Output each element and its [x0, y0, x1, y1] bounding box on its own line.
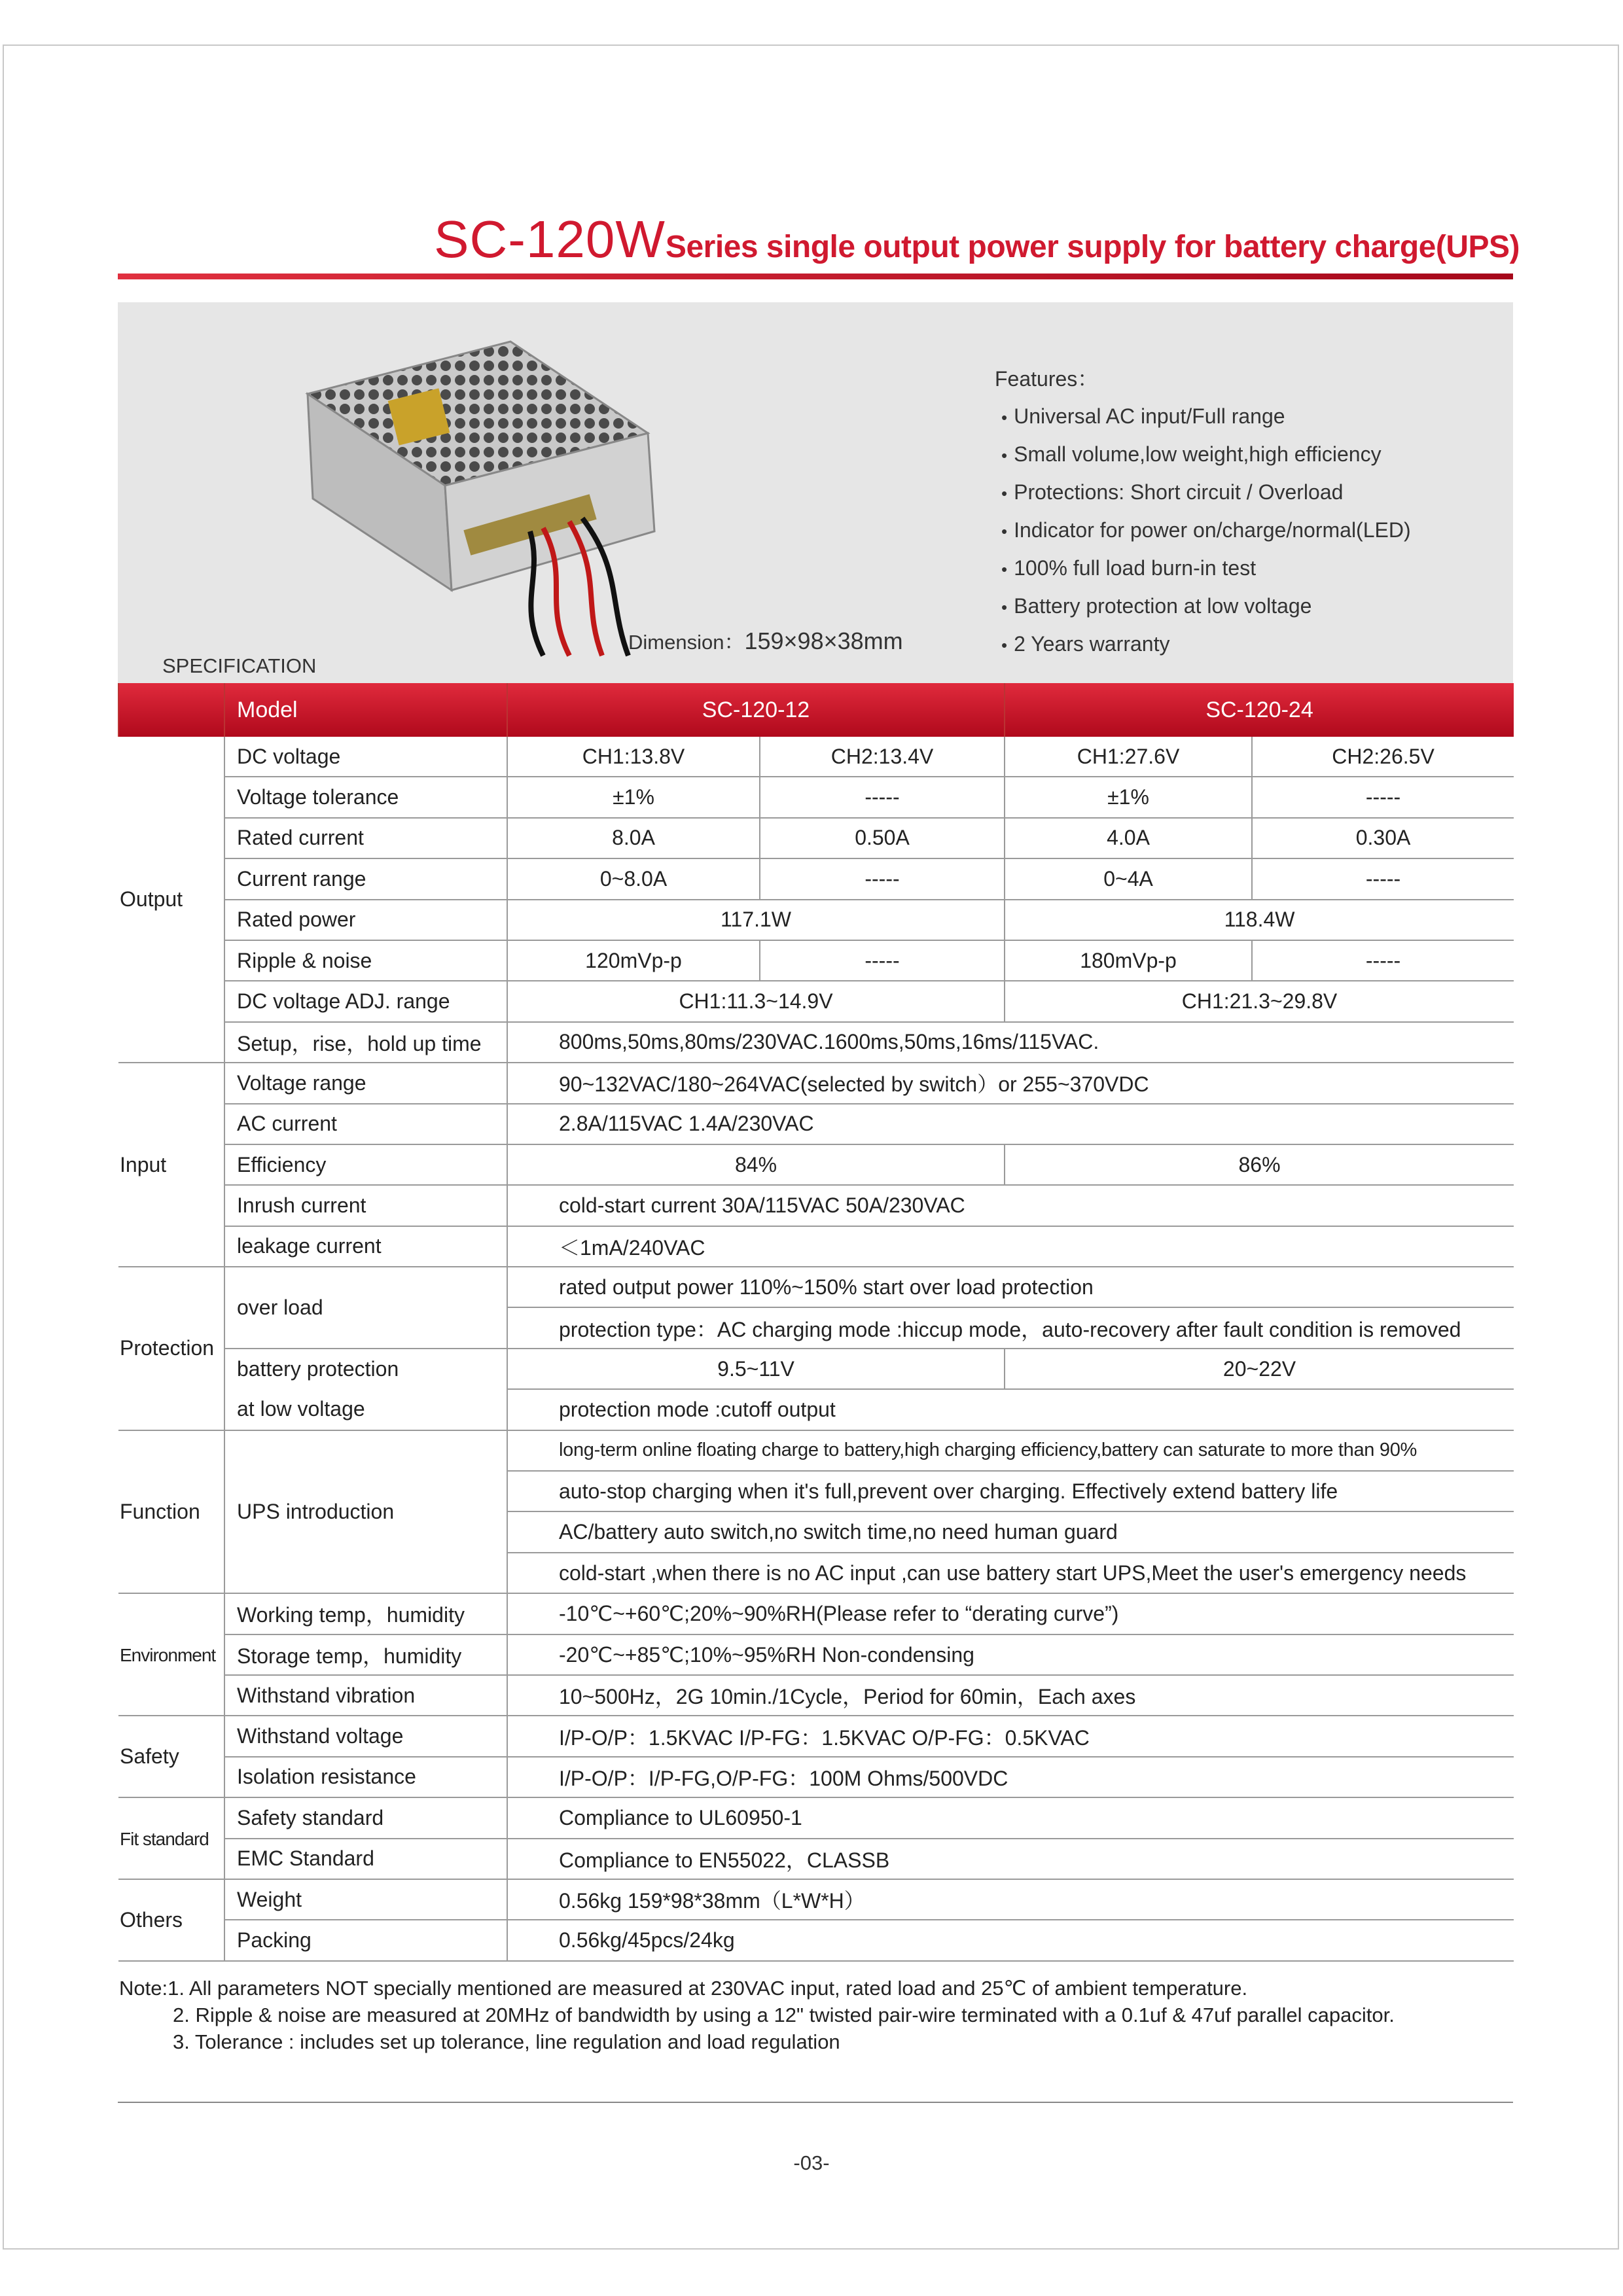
cell: 86%	[1005, 1144, 1514, 1185]
table-row	[118, 1389, 1514, 1430]
cell: 0.50A	[760, 818, 1005, 858]
table-row	[118, 1757, 1514, 1797]
category-environment	[118, 1593, 224, 1716]
table-header-row	[118, 683, 1514, 737]
title-subtitle: Series single output power supply for battery charge(UPS)	[665, 230, 1520, 264]
cell: CH2:26.5V	[1252, 737, 1514, 777]
table-row	[118, 900, 1514, 940]
feature-item	[995, 442, 1411, 467]
header-model: Model	[224, 683, 507, 737]
table-row	[118, 1226, 1514, 1267]
feature-item	[995, 518, 1411, 542]
feature-text: 100% full load burn-in test	[1014, 556, 1257, 580]
dimension-value: 159×98×38mm	[744, 627, 903, 654]
row-label: Efficiency	[224, 1144, 507, 1185]
cell: I/P-O/P：1.5KVAC I/P-FG：1.5KVAC O/P-FG：0.5KVAC	[507, 1716, 1514, 1756]
row-label: at low voltage	[224, 1389, 507, 1430]
header-sc-120-12: SC-120-12	[507, 683, 1005, 737]
cell: CH1:11.3~14.9V	[507, 981, 1005, 1021]
dimension-label: Dimension：	[628, 631, 745, 654]
cell: CH1:27.6V	[1005, 737, 1252, 777]
cell: cold-start ,when there is no AC input ,can use battery start UPS,Meet the user's emergency needs	[507, 1553, 1514, 1593]
cell: ±1%	[1005, 777, 1252, 817]
cell: -----	[1252, 940, 1514, 981]
bullet-icon: •	[1001, 408, 1008, 427]
row-label: Packing	[224, 1920, 507, 1960]
row-label: Withstand voltage	[224, 1716, 507, 1756]
row-label: over load	[224, 1267, 507, 1349]
cell: 0~8.0A	[507, 858, 760, 899]
feature-text: Universal AC input/Full range	[1014, 404, 1285, 428]
row-label: Current range	[224, 858, 507, 899]
cell: -----	[1252, 777, 1514, 817]
table-row	[118, 737, 1514, 777]
spec-table	[118, 683, 1514, 1962]
cell: CH2:13.4V	[760, 737, 1005, 777]
page-title	[0, 209, 1623, 270]
feature-text: Small volume,low weight,high efficiency	[1014, 442, 1382, 466]
note-3: 3. Tolerance : includes set up tolerance, line regulation and load regulation	[173, 2030, 840, 2053]
category-output: Output	[118, 737, 224, 1063]
row-label: Working temp，humidity	[224, 1593, 507, 1634]
feature-item	[995, 632, 1411, 656]
row-label: Voltage range	[224, 1063, 507, 1103]
feature-text: Indicator for power on/charge/normal(LED)	[1014, 518, 1411, 542]
row-label: Safety standard	[224, 1797, 507, 1838]
features-heading: Features：	[995, 367, 1099, 391]
table-row	[118, 1920, 1514, 1960]
row-label: Voltage tolerance	[224, 777, 507, 817]
table-row	[118, 1675, 1514, 1716]
category-input: Input	[118, 1063, 224, 1267]
table-row	[118, 818, 1514, 858]
cell: Compliance to UL60950-1	[507, 1797, 1514, 1838]
cell: -----	[760, 858, 1005, 899]
table-row	[118, 1879, 1514, 1920]
cell: rated output power 110%~150% start over load protection	[507, 1267, 1514, 1307]
row-label: DC voltage	[224, 737, 507, 777]
bullet-icon: •	[1001, 635, 1008, 655]
cell: 0.56kg 159*98*38mm（L*W*H）	[507, 1879, 1514, 1920]
row-label: UPS introduction	[224, 1430, 507, 1594]
cell: 4.0A	[1005, 818, 1252, 858]
cell: 2.8A/115VAC 1.4A/230VAC	[507, 1104, 1514, 1144]
cell: Compliance to EN55022，CLASSB	[507, 1839, 1514, 1879]
cell: -20℃~+85℃;10%~95%RH Non-condensing	[507, 1634, 1514, 1675]
cell: 120mVp-p	[507, 940, 760, 981]
dimension	[628, 626, 903, 655]
row-label: leakage current	[224, 1226, 507, 1267]
table-row	[118, 1716, 1514, 1756]
cell: 8.0A	[507, 818, 760, 858]
row-label: EMC Standard	[224, 1839, 507, 1879]
cell: long-term online floating charge to battery,high charging efficiency,battery can saturate to more than 90%	[507, 1430, 1514, 1471]
table-row	[118, 1104, 1514, 1144]
cell: 84%	[507, 1144, 1005, 1185]
cell: cold-start current 30A/115VAC 50A/230VAC	[507, 1185, 1514, 1226]
cell: 180mVp-p	[1005, 940, 1252, 981]
cell: 9.5~11V	[507, 1349, 1005, 1389]
cell: 0.56kg/45pcs/24kg	[507, 1920, 1514, 1960]
category-protection: Protection	[118, 1267, 224, 1430]
cell: protection type：AC charging mode :hiccup mode，auto-recovery after fault condition is removed	[507, 1307, 1514, 1348]
cell: -----	[1252, 858, 1514, 899]
table-row	[118, 1593, 1514, 1634]
bullet-icon: •	[1001, 559, 1008, 579]
row-label: Setup，rise，hold up time	[224, 1022, 507, 1063]
cell: I/P-O/P：I/P-FG,O/P-FG：100M Ohms/500VDC	[507, 1757, 1514, 1797]
table-row	[118, 1430, 1514, 1471]
table-row	[118, 1063, 1514, 1103]
bottom-divider	[118, 2102, 1513, 2103]
row-label: DC voltage ADJ. range	[224, 981, 507, 1021]
cell: 20~22V	[1005, 1349, 1514, 1389]
row-label: Rated power	[224, 900, 507, 940]
table-row	[118, 1144, 1514, 1185]
table-row	[118, 1022, 1514, 1063]
hero-panel	[118, 302, 1513, 683]
feature-text: Battery protection at low voltage	[1014, 594, 1312, 618]
bullet-icon: •	[1001, 597, 1008, 617]
cell: 117.1W	[507, 900, 1005, 940]
title-underline	[118, 274, 1513, 279]
cell: auto-stop charging when it's full,prevent over charging. Effectively extend battery life	[507, 1471, 1514, 1511]
row-label: battery protection	[224, 1349, 507, 1389]
row-label: Ripple & noise	[224, 940, 507, 981]
features-list	[995, 362, 1411, 670]
feature-item	[995, 404, 1411, 429]
cell: AC/battery auto switch,no switch time,no need human guard	[507, 1511, 1514, 1552]
cell: 800ms,50ms,80ms/230VAC.1600ms,50ms,16ms/115VAC.	[507, 1022, 1514, 1063]
row-label: Rated current	[224, 818, 507, 858]
cell: 118.4W	[1005, 900, 1514, 940]
row-label: Withstand vibration	[224, 1675, 507, 1716]
row-label: Inrush current	[224, 1185, 507, 1226]
cell: 0~4A	[1005, 858, 1252, 899]
feature-text: Protections: Short circuit / Overload	[1014, 480, 1344, 504]
cell: -----	[760, 777, 1005, 817]
feature-item	[995, 594, 1411, 618]
row-label: Storage temp，humidity	[224, 1634, 507, 1675]
cell: -----	[760, 940, 1005, 981]
table-row	[118, 940, 1514, 981]
category-fit-standard	[118, 1797, 224, 1879]
table-row	[118, 777, 1514, 817]
specification-label: SPECIFICATION	[162, 654, 317, 677]
note-2: 2. Ripple & noise are measured at 20MHz of bandwidth by using a 12" twisted pair-wire terminated with a 0.1uf & 47uf parallel capacitor.	[173, 2004, 1395, 2026]
table-row	[118, 1185, 1514, 1226]
cell: 0.30A	[1252, 818, 1514, 858]
category-environment-label: Environment	[120, 1645, 216, 1666]
feature-item	[995, 556, 1411, 580]
cell: 90~132VAC/180~264VAC(selected by switch）or 255~370VDC	[507, 1063, 1514, 1103]
row-label: Weight	[224, 1879, 507, 1920]
bullet-icon: •	[1001, 446, 1008, 465]
title-model: SC-120W	[434, 210, 666, 268]
cell: protection mode :cutoff output	[507, 1389, 1514, 1430]
notes	[119, 1975, 1395, 2055]
cell: CH1:21.3~29.8V	[1005, 981, 1514, 1021]
row-label: AC current	[224, 1104, 507, 1144]
bullet-icon: •	[1001, 484, 1008, 503]
table-row	[118, 858, 1514, 899]
cell: ＜1mA/240VAC	[507, 1226, 1514, 1267]
category-safety: Safety	[118, 1716, 224, 1797]
cell: -10℃~+60℃;20%~90%RH(Please refer to “derating curve”)	[507, 1593, 1514, 1634]
category-others: Others	[118, 1879, 224, 1961]
bullet-icon: •	[1001, 521, 1008, 541]
feature-item	[995, 480, 1411, 504]
table-row	[118, 1839, 1514, 1879]
header-blank	[118, 683, 224, 737]
table-row	[118, 981, 1514, 1021]
category-function: Function	[118, 1430, 224, 1594]
cell: 10~500Hz，2G 10min./1Cycle，Period for 60min，Each axes	[507, 1675, 1514, 1716]
header-sc-120-24: SC-120-24	[1005, 683, 1514, 737]
note-1: Note:1. All parameters NOT specially mentioned are measured at 230VAC input, rated load and 25℃ of ambient temperature.	[119, 1977, 1248, 2000]
table-row	[118, 1267, 1514, 1307]
feature-text: 2 Years warranty	[1014, 632, 1170, 656]
cell: CH1:13.8V	[507, 737, 760, 777]
category-fit-standard-label: Fit standard	[120, 1829, 209, 1850]
table-row	[118, 1634, 1514, 1675]
product-image	[294, 315, 713, 669]
cell: ±1%	[507, 777, 760, 817]
table-row	[118, 1349, 1514, 1389]
row-label: Isolation resistance	[224, 1757, 507, 1797]
table-row	[118, 1797, 1514, 1838]
page-number: -03-	[793, 2151, 830, 2174]
